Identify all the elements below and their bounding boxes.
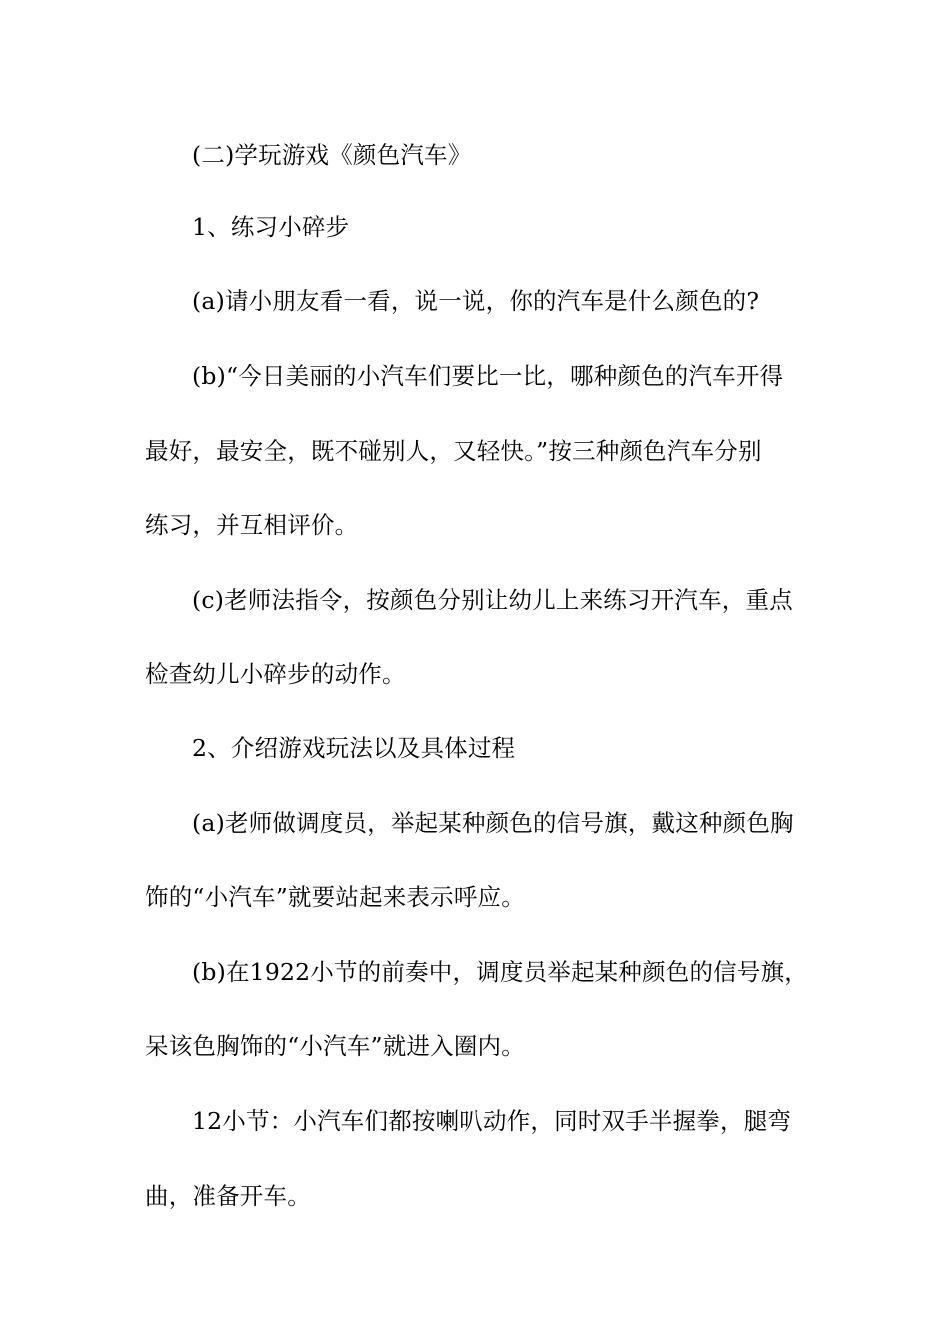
paragraph-line: (a)请小朋友看一看，说一说，你的汽车是什么颜色的? [192, 287, 760, 315]
paragraph-line: 12小节：小汽车们都按喇叭动作，同时双手半握拳，腿弯 [192, 1107, 792, 1135]
subheading-2: 2、介绍游戏玩法以及具体过程 [192, 734, 516, 762]
paragraph-line: (b)在1922小节的前奏中，调度员举起某种颜色的信号旗， [192, 958, 808, 986]
paragraph-line: 呆该色胸饰的“小汽车”就进入圈内。 [145, 1032, 525, 1060]
paragraph-line: 曲，准备开车。 [145, 1182, 311, 1210]
paragraph-line: 饰的“小汽车”就要站起来表示呼应。 [145, 883, 525, 911]
paragraph-line: 检查幼儿小碎步的动作。 [145, 660, 406, 688]
section-heading: (二)学玩游戏《颜色汽车》 [192, 141, 472, 169]
paragraph-line: 最好，最安全，既不碰别人，又轻快。”按三种颜色汽车分别 [145, 437, 762, 465]
paragraph-line: (b)“今日美丽的小汽车们要比一比，哪种颜色的汽车开得 [192, 362, 784, 390]
paragraph-line: 练习，并互相评价。 [145, 511, 359, 539]
paragraph-line: (c)老师法指令，按颜色分别让幼儿上来练习开汽车，重点 [192, 586, 793, 614]
subheading-1: 1、练习小碎步 [192, 213, 350, 241]
paragraph-line: (a)老师做调度员，举起某种颜色的信号旗，戴这种颜色胸 [192, 809, 794, 837]
